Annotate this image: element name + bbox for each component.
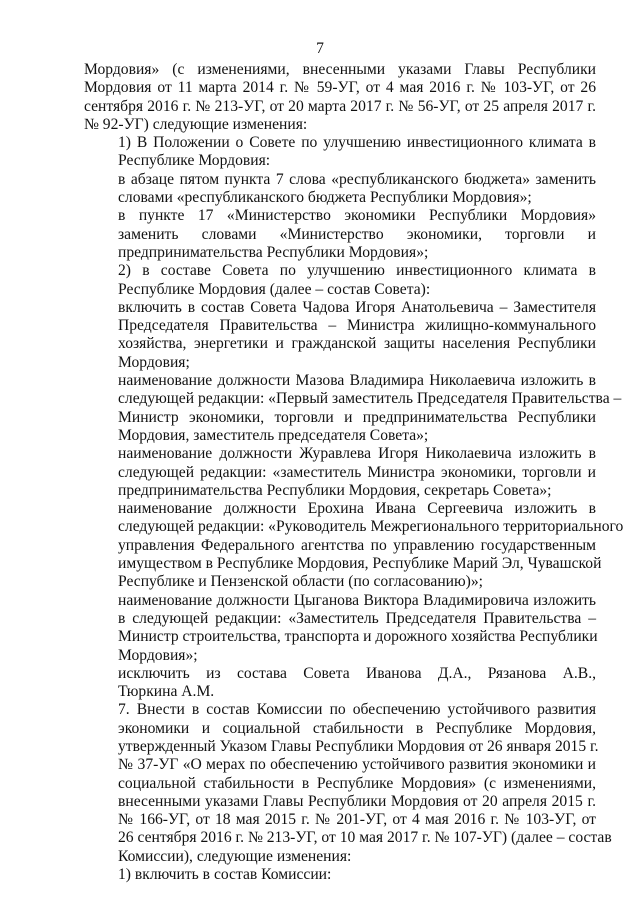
text-line: 1) включить в состав Комиссии:	[118, 866, 332, 884]
paragraph	[84, 701, 612, 866]
text-line: наименование должности Журавлева Игоря Николаевича изложить в	[118, 445, 596, 463]
text-line: внесенными указами Главы Республики Мордовия от 20 апреля 2015 г.	[118, 792, 596, 810]
text-line: следующей редакции: «заместитель Министра экономики, торговли и	[118, 463, 596, 481]
text-line: Мордовия от 11 марта 2014 г. № 59-УГ, от 4 мая 2016 г. № 103-УГ, от 26	[84, 79, 596, 97]
document-body	[84, 61, 624, 884]
text-line: Комиссии), следующие изменения:	[118, 847, 352, 865]
text-line: Республике Мордовия:	[118, 152, 271, 170]
text-line: Министр экономики, торговли и предпринимательства Республики	[118, 408, 596, 426]
text-line: утвержденный Указом Главы Республики Мордовия от 26 января 2015 г.	[118, 737, 599, 755]
text-line: Тюркина А.М.	[118, 683, 215, 701]
text-line: Председателя Правительства – Министра жилищно-коммунального	[118, 317, 596, 335]
text-line: предпринимательства Республики Мордовия, секретарь Совета»;	[118, 481, 552, 499]
text-line: № 37-УГ «О мерах по обеспечению устойчивого развития экономики и	[118, 756, 596, 774]
text-line: словами «республиканского бюджета Республики Мордовия»;	[118, 189, 532, 207]
text-line: в абзаце пятом пункта 7 слова «республиканского бюджета» заменить	[118, 170, 596, 188]
paragraph	[84, 134, 596, 171]
text-line: следующей редакции: «Руководитель Межрегионального территориального	[118, 518, 624, 536]
paragraph	[84, 500, 624, 591]
text-line: следующей редакции: «Первый заместитель Председателя Правительства –	[118, 390, 622, 408]
paragraph	[84, 445, 596, 500]
text-line: Республике Мордовия (далее – состав Совета):	[118, 280, 431, 298]
text-line: наименование должности Мазова Владимира Николаевича изложить в	[118, 372, 596, 390]
text-line: наименование должности Цыганова Виктора Владимировича изложить	[118, 591, 596, 609]
text-line: № 166-УГ, от 18 мая 2015 г. № 201-УГ, от 4 мая 2016 г. № 103-УГ, от	[118, 811, 596, 829]
text-line: Министр строительства, транспорта и дорожного хозяйства Республики	[118, 628, 598, 646]
text-line: имуществом в Республике Мордовия, Республике Марий Эл, Чувашской	[118, 555, 602, 573]
paragraph	[84, 665, 596, 702]
paragraph	[84, 866, 596, 884]
paragraph	[84, 372, 622, 445]
text-line: Республике и Пензенской области (по согласованию)»;	[118, 573, 483, 591]
text-line: 26 сентября 2016 г. № 213-УГ, от 10 мая 2017 г. № 107-УГ) (далее – состав	[118, 829, 612, 847]
text-line: заменить словами «Министерство экономики, торговли и	[118, 225, 596, 243]
text-line: социальной стабильности в Республике Мордовия» (с изменениями,	[118, 774, 596, 792]
text-line: сентября 2016 г. № 213-УГ, от 20 марта 2017 г. № 56-УГ, от 25 апреля 2017 г.	[84, 97, 596, 115]
text-line: 1) В Положении о Совете по улучшению инвестиционного климата в	[118, 134, 596, 152]
text-line: экономики и социальной стабильности в Республике Мордовия,	[118, 719, 596, 737]
paragraph	[84, 207, 596, 262]
paragraph	[84, 61, 596, 134]
paragraph	[84, 262, 596, 299]
text-line: Мордовия, заместитель председателя Совета»;	[118, 426, 429, 444]
text-line: Мордовия;	[118, 353, 190, 371]
text-line: № 92-УГ) следующие изменения:	[84, 115, 308, 133]
text-line: наименование должности Ерохина Ивана Сергеевича изложить в	[118, 500, 596, 518]
text-line: хозяйства, энергетики и гражданской защиты населения Республики	[118, 335, 596, 353]
paragraph	[84, 171, 596, 208]
text-line: Мордовия»;	[118, 646, 198, 664]
text-line: 7. Внести в состав Комиссии по обеспечению устойчивого развития	[118, 701, 596, 719]
text-line: Мордовия» (с изменениями, внесенными указами Главы Республики	[84, 61, 596, 78]
text-line: в следующей редакции: «Заместитель Председателя Правительства –	[118, 609, 596, 627]
page-number: 7	[316, 40, 324, 57]
text-line: предпринимательства Республики Мордовия»;	[118, 243, 429, 261]
text-line: управления Федерального агентства по управлению государственным	[118, 536, 596, 554]
text-line: исключить из состава Совета Иванова Д.А., Рязанова А.В.,	[118, 664, 596, 682]
text-line: включить в состав Совета Чадова Игоря Анатольевича – Заместителя	[118, 298, 596, 316]
paragraph	[84, 592, 596, 665]
paragraph	[84, 299, 596, 372]
text-line: в пункте 17 «Министерство экономики Республики Мордовия»	[118, 207, 596, 225]
text-line: 2) в составе Совета по улучшению инвестиционного климата в	[118, 262, 596, 280]
